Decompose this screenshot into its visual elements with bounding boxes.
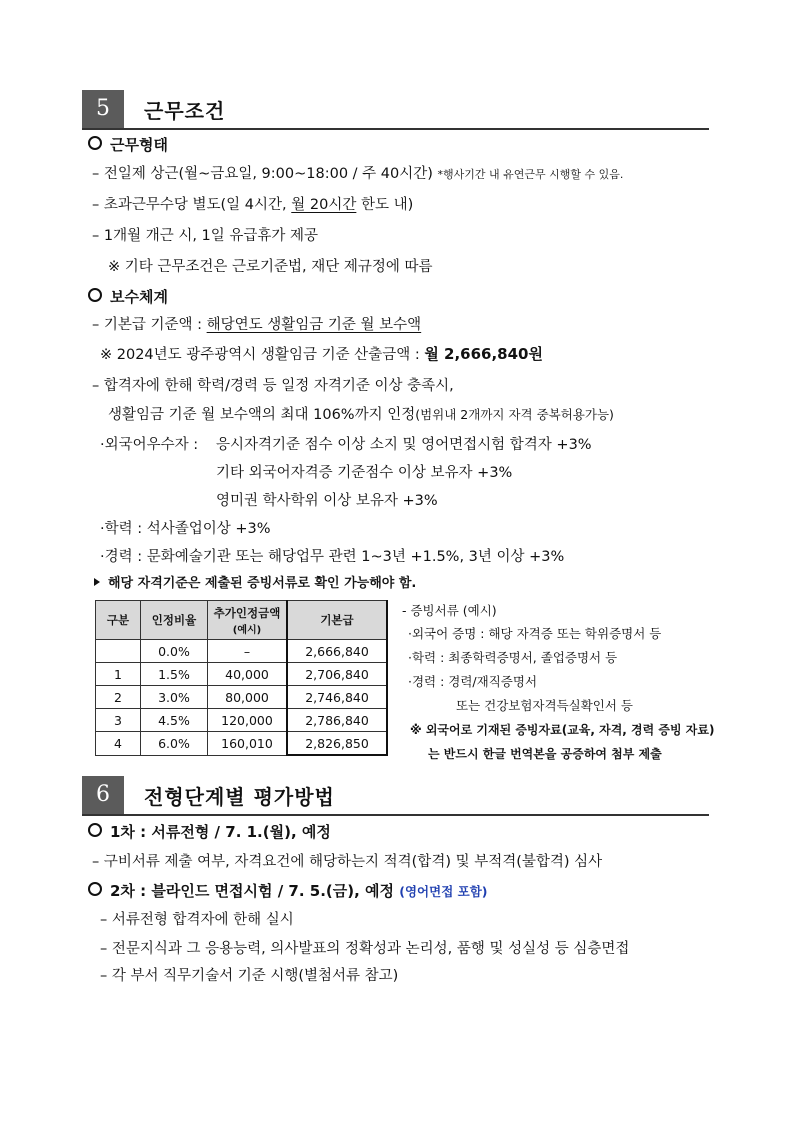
table-cell: 80,000: [208, 686, 288, 709]
leave-line: – 1개월 개근 시, 1일 유급휴가 제공: [92, 228, 319, 244]
section-title: 근무조건: [144, 99, 226, 123]
stage2-line-2: – 전문지식과 그 응용능력, 의사발표의 정확성과 논리성, 품행 및 성실성 등 심층면접: [100, 941, 630, 957]
stage1-heading: 1차 : 서류전형 / 7. 1.(월), 예정: [88, 821, 331, 842]
table-row: [96, 663, 388, 686]
section-title: 전형단계별 평가방법: [144, 785, 335, 809]
docs-item-language: ·외국어 증명 : 해당 자격증 또는 학위증명서 등: [408, 626, 662, 641]
stage2-line-3: – 각 부서 직무기술서 기준 시행(별첨서류 참고): [100, 968, 399, 984]
living-wage-line: ※ 2024년도 광주광역시 생활임금 기준 산출금액 : 월 2,666,840원: [100, 345, 543, 363]
table-cell: 4: [96, 732, 141, 756]
table-cell: 2,826,850: [287, 732, 387, 756]
pay-table: [95, 600, 388, 756]
table-cell: 2,666,840: [287, 640, 387, 663]
pay-heading: 보수체계: [88, 286, 168, 307]
table-row: [96, 709, 388, 732]
triangle-bullet-icon: [94, 578, 100, 586]
docs-translation-note: ※ 외국어로 기재된 증빙자료(교육, 자격, 경력 증빙 자료): [410, 723, 715, 737]
section-6-header: [82, 776, 709, 816]
col-header: 기본급: [287, 601, 387, 640]
work-type-heading: 근무형태: [88, 134, 168, 155]
verification-note: 해당 자격기준은 제출된 증빙서류로 확인 가능해야 함.: [94, 572, 416, 591]
language-criterion-3: 영미권 학사학위 이상 보유자 +3%: [216, 493, 438, 509]
section-5-header: [82, 90, 709, 130]
table-header-row: [96, 601, 388, 640]
language-label: ·외국어우수자 :: [100, 437, 199, 453]
table-cell: 0.0%: [141, 640, 208, 663]
col-header: 구분: [96, 601, 141, 640]
education-criterion: ·학력 : 석사졸업이상 +3%: [100, 521, 271, 537]
table-cell: [96, 640, 141, 663]
col-header: 인정비율: [141, 601, 208, 640]
section-number: 5: [82, 90, 124, 128]
docs-translation-note-2: 는 반드시 한글 번역본을 공증하여 첨부 제출: [428, 747, 662, 761]
table-cell: 160,010: [208, 732, 288, 756]
career-criterion: ·경력 : 문화예술기관 또는 해당업무 관련 1~3년 +1.5%, 3년 이상 +3%: [100, 549, 565, 565]
docs-item-career-alt: 또는 건강보험자격득실확인서 등: [456, 698, 633, 713]
table-cell: 1: [96, 663, 141, 686]
english-interview-note: (영어면접 포함): [399, 884, 488, 899]
overtime-line: – 초과근무수당 별도(일 4시간, 월 20시간 한도 내): [92, 197, 414, 213]
circle-bullet-icon: [88, 823, 102, 837]
circle-bullet-icon: [88, 288, 102, 302]
table-cell: 2,706,840: [287, 663, 387, 686]
table-cell: 4.5%: [141, 709, 208, 732]
table-cell: –: [208, 640, 288, 663]
stage2-line-1: – 서류전형 합격자에 한해 실시: [100, 912, 294, 928]
docs-title: - 증빙서류 (예시): [402, 603, 497, 618]
table-cell: 2: [96, 686, 141, 709]
work-hours-note: *행사기간 내 유연근무 시행할 수 있음.: [437, 168, 624, 181]
table-cell: 120,000: [208, 709, 288, 732]
docs-item-education: ·학력 : 최종학력증명서, 졸업증명서 등: [408, 650, 618, 665]
other-conditions-line: ※ 기타 근무조건은 근로기준법, 재단 제규정에 따름: [108, 259, 433, 275]
circle-bullet-icon: [88, 882, 102, 896]
language-criterion-1: 응시자격기준 점수 이상 소지 및 영어면접시험 합격자 +3%: [216, 437, 592, 453]
qualified-line: – 합격자에 한해 학력/경력 등 일정 자격기준 이상 충족시,: [92, 378, 454, 394]
table-row: [96, 640, 388, 663]
docs-item-career: ·경력 : 경력/재직증명서: [408, 674, 538, 689]
table-cell: 1.5%: [141, 663, 208, 686]
table-cell: 3: [96, 709, 141, 732]
table-cell: 6.0%: [141, 732, 208, 756]
table-cell: 3.0%: [141, 686, 208, 709]
language-criterion-2: 기타 외국어자격증 기준점수 이상 보유자 +3%: [216, 465, 513, 481]
table-cell: 40,000: [208, 663, 288, 686]
table-cell: 2,786,840: [287, 709, 387, 732]
table-cell: 2,746,840: [287, 686, 387, 709]
table-row: [96, 732, 388, 756]
section-number: 6: [82, 776, 124, 814]
circle-bullet-icon: [88, 136, 102, 150]
table-row: [96, 686, 388, 709]
base-pay-line: – 기본급 기준액 : 해당연도 생활임금 기준 월 보수액: [92, 317, 422, 333]
stage1-description: – 구비서류 제출 여부, 자격요건에 해당하는지 적격(합격) 및 부적격(불합격) 심사: [92, 854, 603, 870]
col-header: 추가인정금액 (예시): [208, 601, 288, 640]
max-rate-line: 생활임금 기준 월 보수액의 최대 106%까지 인정(범위내 2개까지 자격 중복허용가능): [108, 407, 614, 423]
stage2-heading: 2차 : 블라인드 면접시험 / 7. 5.(금), 예정 (영어면접 포함): [88, 880, 488, 901]
work-hours-line: – 전일제 상근(월~금요일, 9:00~18:00 / 주 40시간) *행사기간 내 유연근무 시행할 수 있음.: [92, 166, 624, 182]
